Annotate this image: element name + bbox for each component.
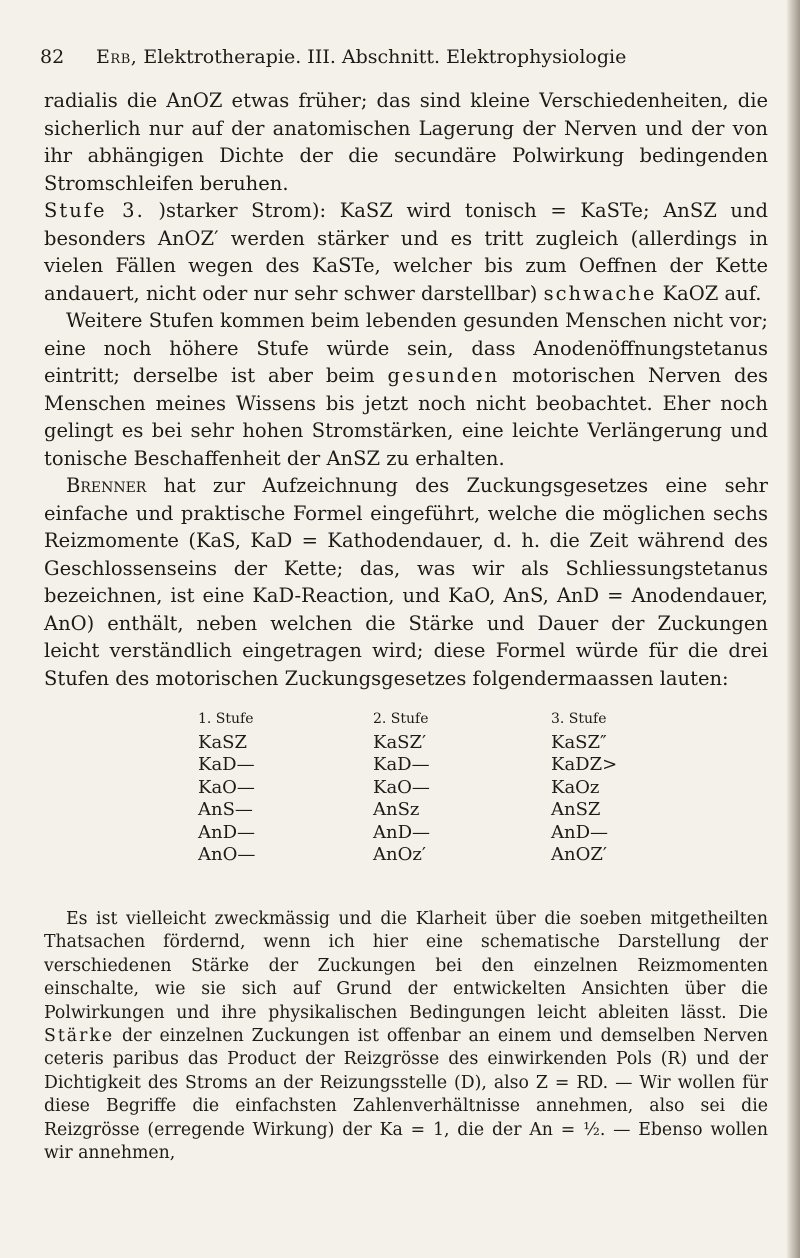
page-binding-edge: [786, 0, 800, 1258]
table-cell: KaDZ>: [551, 754, 618, 776]
paragraph-4: [44, 472, 768, 692]
table-cell: KaD—: [373, 754, 430, 776]
main-text: [44, 87, 768, 692]
paragraph-2-text-a: )starker Strom): KaSZ wird tonisch = KaSTe; AnSZ und besonders AnOZ′ werden stärker und es tritt zugleich (allerdings in vielen Fällen wegen des KaSTe, welcher bis zum Oeffnen der Kette andauert, nicht oder nur sehr schwer darstellbar): [44, 199, 768, 305]
table-row: [198, 776, 678, 799]
table-cell: AnO—: [198, 844, 256, 866]
small-print-text: [44, 908, 768, 1165]
table-cell: KaSZ: [198, 731, 248, 753]
page-number: 82: [40, 46, 65, 68]
paragraph-4-text: hat zur Aufzeichnung des Zuckungsgesetzes eine sehr einfache und praktische Formel eingeführt, welche die möglichen sechs Reizmomente (KaS, KaD = Kathodendauer, d. h. die Zeit während des Geschlossenseins der Kette; das, was wir als Schliessungstetanus bezeichnen, ist eine KaD-Reaction, und KaO, AnS, AnD = Anodendauer, AnO) enthält, neben welchen die Stärke und Dauer der Zuckungen leicht verständlich eingetragen wird; diese Formel würde für die drei Stufen des motorischen Zuckungsgesetzes folgendermaassen lauten:: [44, 474, 768, 690]
emphasis-gesunden: gesunden: [387, 364, 500, 387]
table-cell: KaO—: [373, 776, 430, 798]
table-cell: KaO—: [198, 776, 255, 798]
formula-table: [198, 710, 678, 866]
header-title: Elektrotherapie. III. Abschnitt. Elektrophysiologie: [143, 46, 627, 68]
table-cell: AnSZ: [551, 799, 601, 821]
small-paragraph: [44, 908, 768, 1165]
header-stage-1: 1. Stufe: [198, 711, 254, 727]
table-cell: AnOz′: [373, 844, 426, 866]
paragraph-3: [44, 307, 768, 472]
paragraph-2-text-b: KaOZ auf.: [656, 281, 762, 305]
table-row: [198, 821, 678, 844]
header-stage-2: 2. Stufe: [373, 711, 429, 727]
paragraph-2: [44, 197, 768, 307]
paragraph-1: radialis die AnOZ etwas früher; das sind kleine Verschiedenheiten, die sicherlich nur auf der anatomischen Lagerung der Nerven und der von ihr abhängigen Dichte der die secundäre Polwirkung bedingenden Stromschleifen beruhen.: [44, 89, 768, 195]
paragraph-3-text-b: motorischen Nerven des Menschen meines Wissens bis jetzt noch nicht beobachtet. Eher noch gelingt es bei sehr hohen Stromstärken, eine leichte Verlängerung und tonische Beschaffenheit der AnSZ zu erhalten.: [44, 364, 768, 470]
emphasis-schwache: schwache: [543, 281, 657, 305]
table-cell: KaSZ″: [551, 731, 607, 753]
table-header-row: [198, 710, 678, 731]
small-paragraph-text-a: Es ist vielleicht zweckmässig und die Klarheit über die soeben mitgetheilten Thatsachen fördernd, wenn ich hier eine schematische Darstellung der verschiedenen Stärke der Zuckungen bei den einzelnen Reizmomenten einschalte, wie sie sich auf Grund der entwickelten Ansichten über die Polwirkungen und ihre physikalischen Bedingungen leicht ableiten lässt. Die: [44, 909, 768, 1023]
table-cell: AnS—: [198, 799, 253, 821]
table-cell: KaOz: [551, 776, 600, 798]
paragraph-3-text-a: Weitere Stufen kommen beim lebenden gesunden Menschen nicht vor; eine noch höhere Stufe würde sein, dass Anodenöffnungstetanus eintritt; derselbe ist aber beim: [44, 309, 768, 387]
table-cell: KaD—: [198, 754, 255, 776]
small-paragraph-text-b: der einzelnen Zuckungen ist offenbar an einem und demselben Nerven ceteris paribus das Product der Reizgrösse des einwirkenden Pols (R) und der Dichtigkeit des Stroms an der Reizungsstelle (D), also Z = RD. — Wir wollen für diese Begriffe die einfachsten Zahlenverhältnisse annehmen, also sei die Reizgrösse (erregende Wirkung) der Ka = 1, die der An = ½. — Ebenso wollen wir annehmen,: [44, 1026, 768, 1164]
table-cell: KaSZ′: [373, 731, 427, 753]
running-header: [40, 46, 720, 68]
table-cell: AnD—: [551, 821, 609, 843]
table-row: [198, 731, 678, 754]
table-row: [198, 754, 678, 777]
author-name-brenner: Brenner: [66, 474, 147, 497]
stage-3-label: Stufe 3.: [44, 199, 145, 222]
emphasis-staerke: Stärke: [44, 1026, 115, 1047]
table-row: [198, 844, 678, 867]
table-cell: AnSz: [373, 799, 420, 821]
header-author: Erb,: [96, 46, 138, 68]
header-stage-3: 3. Stufe: [551, 711, 607, 727]
table-cell: AnOZ′: [551, 844, 607, 866]
table-cell: AnD—: [373, 821, 431, 843]
table-row: [198, 799, 678, 822]
table-cell: AnD—: [198, 821, 256, 843]
